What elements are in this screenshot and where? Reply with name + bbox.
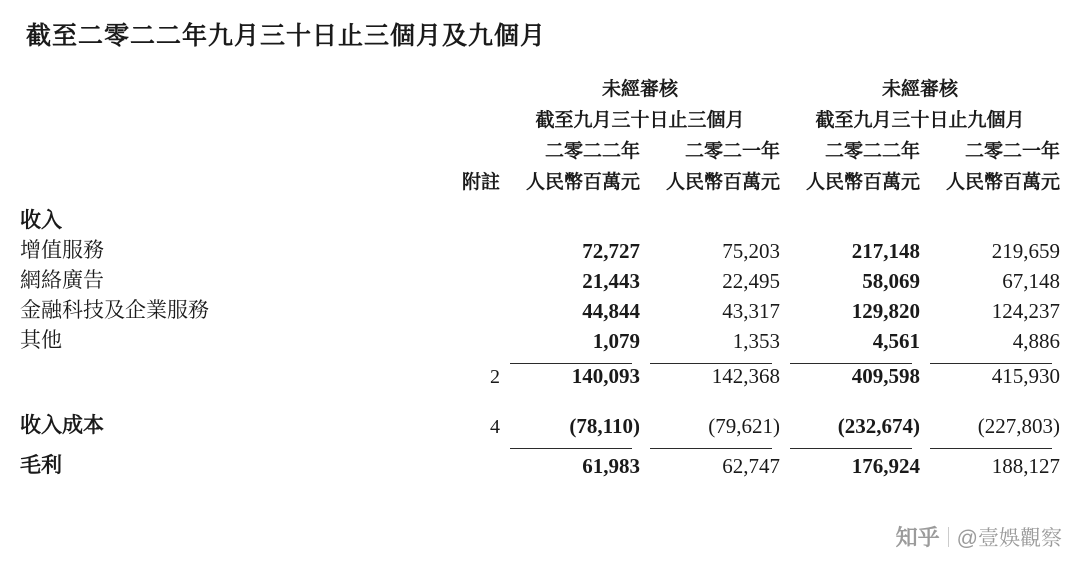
- section-revenue-v4: [920, 204, 1060, 234]
- section-revenue-v2: [640, 204, 780, 234]
- header-row-units: [20, 163, 1060, 194]
- header-year-4: 二零二一年: [965, 141, 1061, 162]
- header-row-unaudited: [20, 70, 1060, 101]
- section-revenue-row: [20, 204, 1060, 234]
- revenue-total-value-2: 142,368: [711, 364, 781, 388]
- section-revenue-v1: [500, 204, 640, 234]
- header-unit-2: 人民幣百萬元: [666, 172, 781, 193]
- revenue-total-note: 2: [490, 366, 500, 388]
- row-value-2: 1,353: [732, 329, 781, 353]
- section-revenue-v3: [780, 204, 920, 234]
- gross-profit-value-4: 188,127: [991, 454, 1061, 478]
- header-period-three-months: 截至九月三十日止三個月: [535, 110, 745, 131]
- row-label: 其他: [20, 328, 62, 352]
- cost-of-revenue-value-4: (227,803): [977, 414, 1061, 438]
- financial-table: [20, 70, 1060, 479]
- header-unaudited-left: 未經審核: [602, 79, 679, 100]
- header-row-years: [20, 132, 1060, 163]
- row-value-3: 129,820: [851, 299, 921, 323]
- cost-of-revenue-value-2: (79,621): [708, 414, 781, 438]
- table-row: [20, 324, 1060, 354]
- row-value-4: 4,886: [1012, 329, 1061, 353]
- row-value-4: 124,237: [991, 299, 1061, 323]
- gross-profit-rule-row: [20, 439, 1060, 449]
- header-unit-1: 人民幣百萬元: [525, 172, 640, 193]
- row-note: [420, 234, 500, 264]
- header-note-label: 附註: [461, 172, 500, 193]
- row-note: [420, 294, 500, 324]
- table-row: [20, 294, 1060, 324]
- gross-profit-value-2: 62,747: [722, 454, 781, 478]
- spacer-after-header: [20, 194, 1060, 204]
- cost-of-revenue-value-1: (78,110): [569, 414, 640, 438]
- table-row: [20, 234, 1060, 264]
- row-value-3: 4,561: [872, 329, 921, 353]
- revenue-total-value-1: 140,093: [571, 364, 640, 388]
- row-value-2: 75,203: [722, 239, 781, 263]
- header-blank-4: [20, 163, 420, 194]
- cost-of-revenue-row: [20, 409, 1060, 439]
- row-value-2: 43,317: [722, 299, 781, 323]
- row-value-3: 217,148: [851, 239, 921, 263]
- revenue-total-value-3: 409,598: [851, 364, 921, 388]
- row-note: [420, 324, 500, 354]
- header-blank-3: [20, 132, 420, 163]
- header-unit-3: 人民幣百萬元: [806, 172, 921, 193]
- cost-of-revenue-note: 4: [490, 416, 500, 438]
- gross-profit-value-1: 61,983: [582, 454, 640, 478]
- revenue-total-row: [20, 364, 1060, 389]
- header-unit-4: 人民幣百萬元: [946, 172, 1061, 193]
- row-value-2: 22,495: [722, 269, 781, 293]
- row-value-4: 67,148: [1002, 269, 1061, 293]
- header-unaudited-right: 未經審核: [882, 79, 959, 100]
- cost-of-revenue-value-3: (232,674): [837, 414, 921, 438]
- header-row-period: [20, 101, 1060, 132]
- row-value-1: 72,727: [582, 239, 640, 263]
- subtotal-rule-row: [20, 354, 1060, 364]
- gross-profit-label: 毛利: [20, 453, 62, 477]
- row-note: [420, 264, 500, 294]
- header-year-3: 二零二二年: [825, 141, 921, 162]
- header-blank-note-3: [420, 132, 500, 163]
- row-value-1: 21,443: [582, 269, 640, 293]
- row-label: 金融科技及企業服務: [20, 298, 209, 322]
- row-value-1: 1,079: [592, 329, 640, 353]
- gross-profit-row: [20, 449, 1060, 479]
- watermark-site: 知乎: [895, 525, 940, 550]
- section-revenue-label: 收入: [20, 208, 62, 232]
- gross-profit-note: [420, 449, 500, 479]
- watermark-divider: [948, 527, 949, 547]
- row-value-3: 58,069: [862, 269, 921, 293]
- row-label: 增值服務: [20, 238, 104, 262]
- revenue-total-value-4: 415,930: [991, 364, 1061, 388]
- spacer-after-total: [20, 389, 1060, 409]
- section-revenue-note: [420, 204, 500, 234]
- header-year-1: 二零二二年: [544, 141, 640, 162]
- table-row: [20, 264, 1060, 294]
- gross-profit-value-3: 176,924: [851, 454, 921, 478]
- row-value-4: 219,659: [991, 239, 1061, 263]
- header-blank-note-2: [420, 101, 500, 132]
- cost-of-revenue-label: 收入成本: [20, 413, 104, 437]
- header-blank-note: [420, 70, 500, 101]
- row-value-1: 44,844: [582, 299, 640, 323]
- row-label: 網絡廣告: [20, 268, 104, 292]
- header-blank-2: [20, 101, 420, 132]
- header-blank: [20, 70, 420, 101]
- page-title: 截至二零二二年九月三十日止三個月及九個月: [26, 23, 547, 50]
- watermark: [896, 521, 1062, 552]
- watermark-handle: @壹娛觀察: [956, 526, 1062, 550]
- revenue-total-label: [20, 364, 420, 389]
- header-period-nine-months: 截至九月三十日止九個月: [815, 110, 1025, 131]
- header-year-2: 二零二一年: [685, 141, 781, 162]
